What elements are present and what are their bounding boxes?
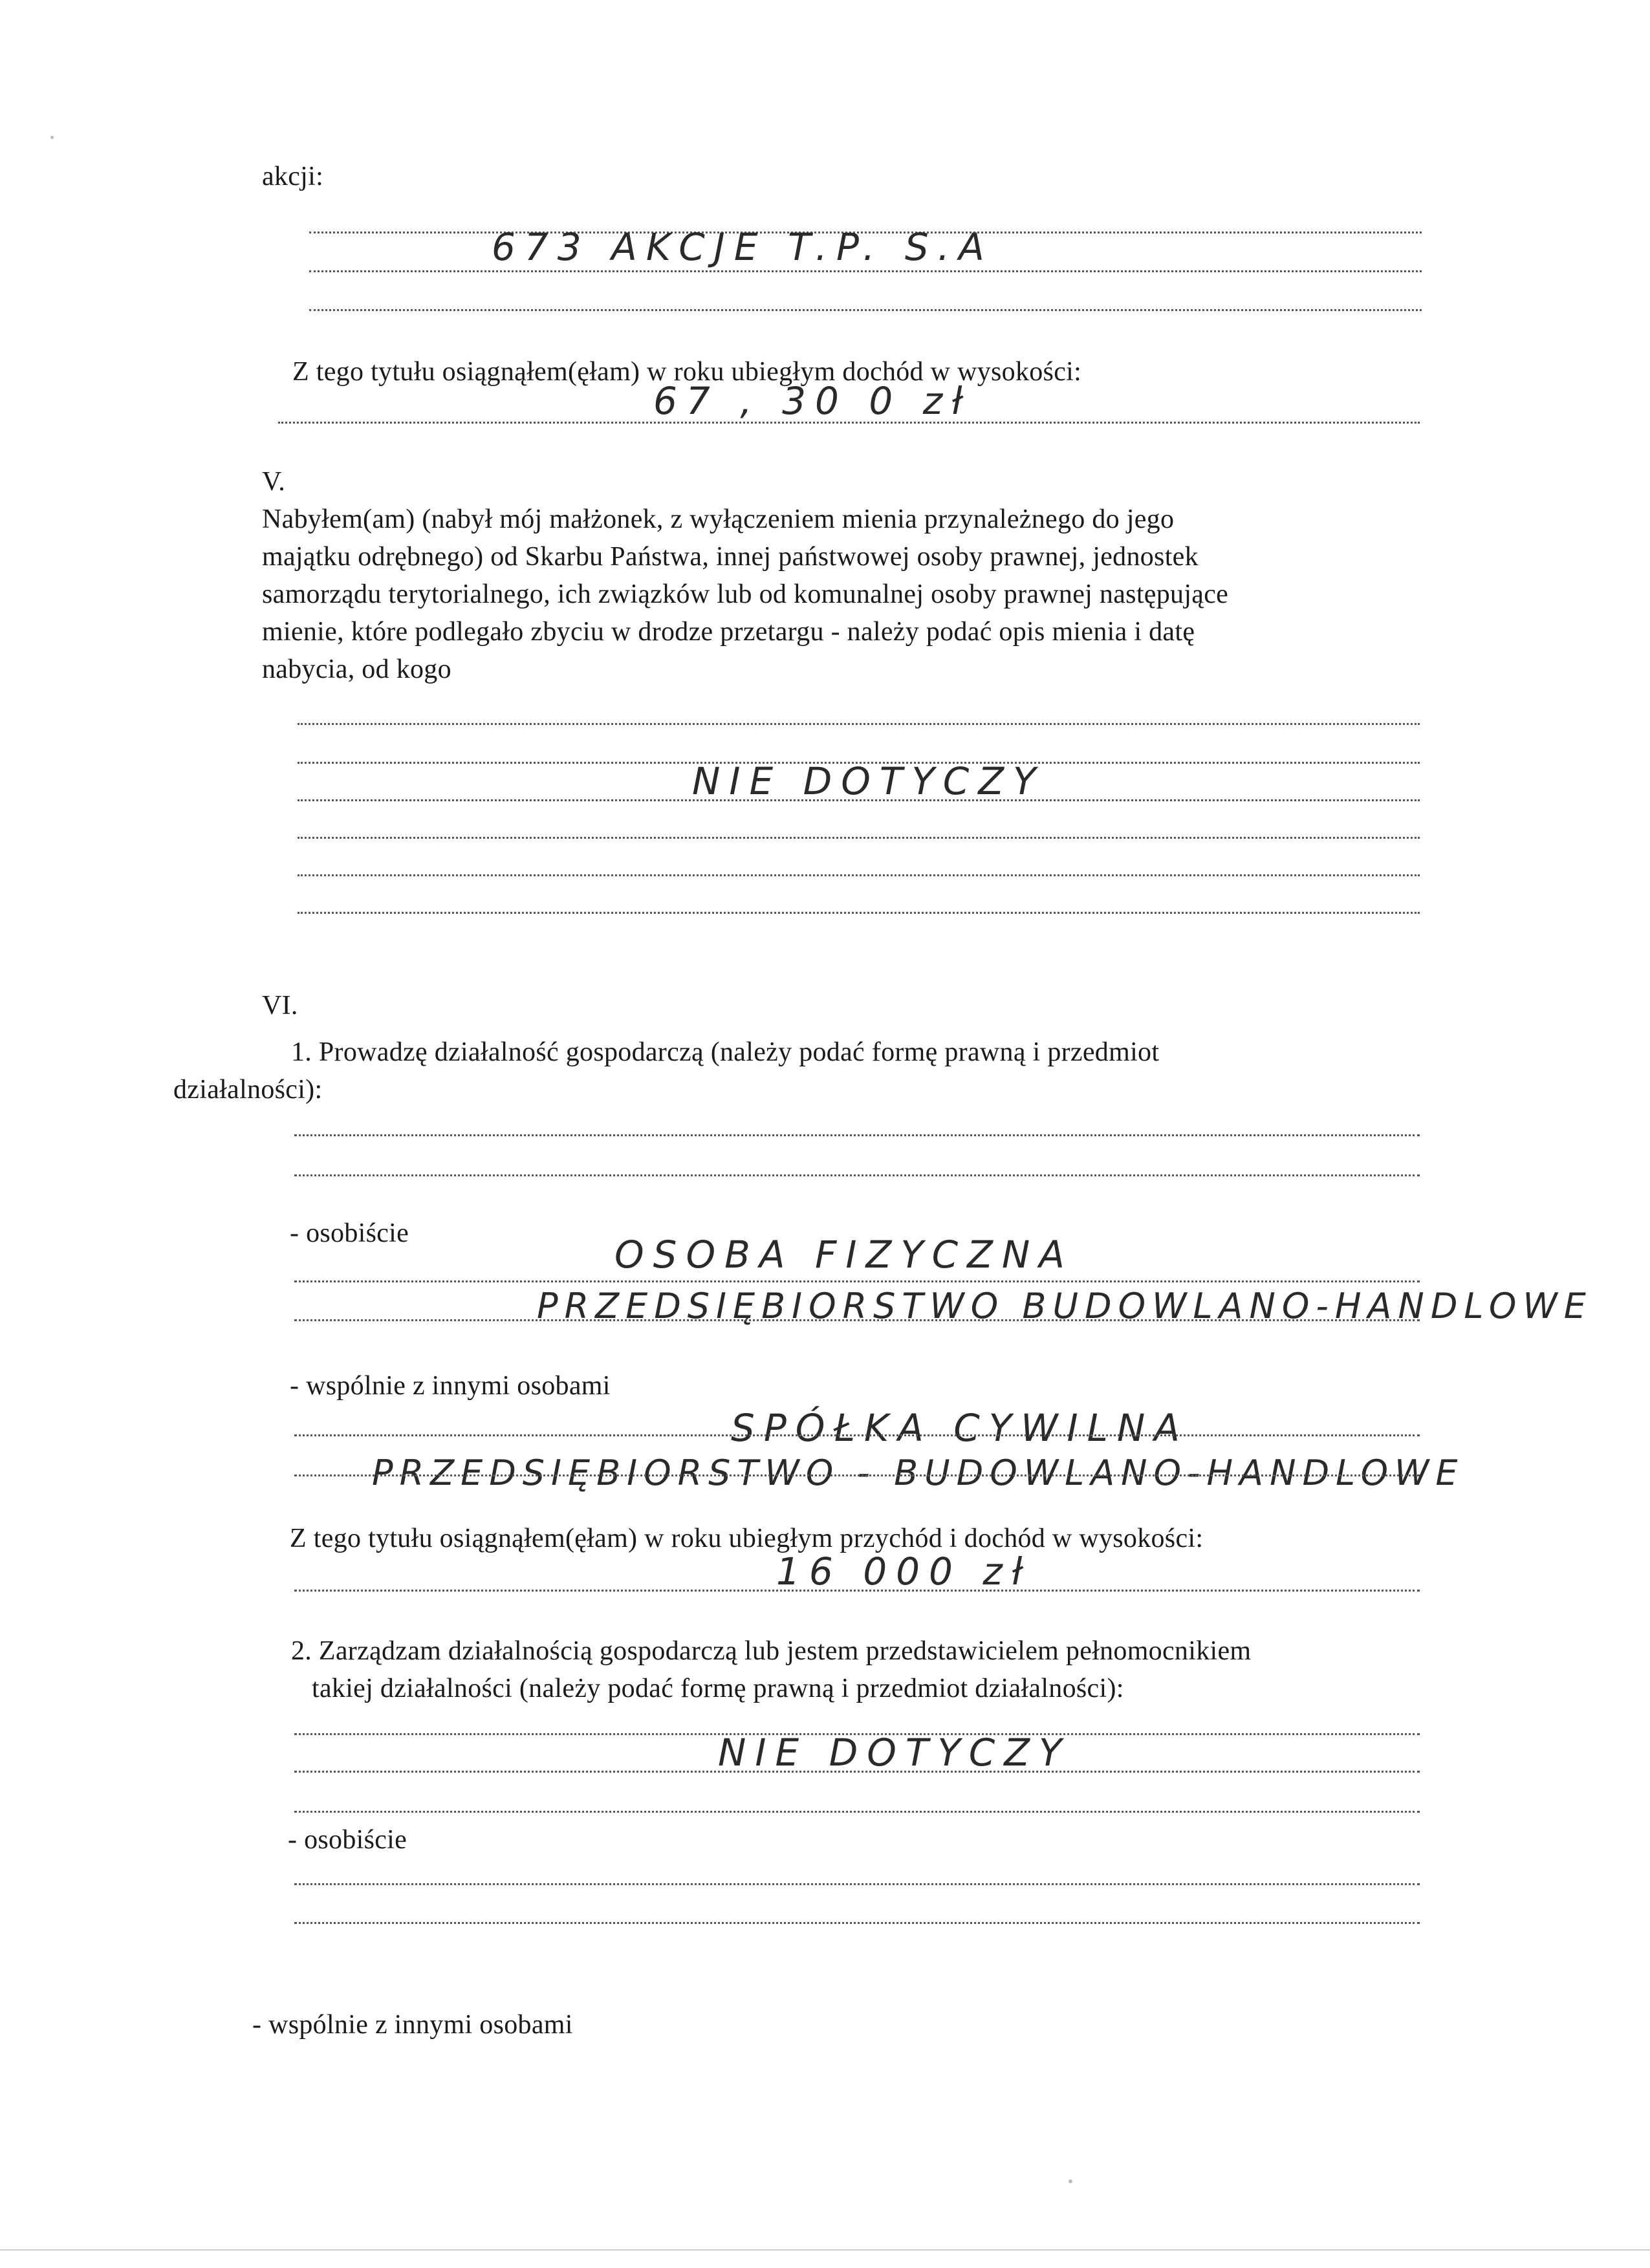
dotted-line [309, 309, 1422, 311]
handwritten-legal-form: OSOBA FIZYCZNA [614, 1233, 1074, 1277]
handwritten-income: 67 , 30 0 zł [653, 379, 972, 423]
dotted-line [294, 1590, 1420, 1592]
vi-1-text: 1. Prowadzę działalność gospodarczą (należy podać formę prawną i przedmiot [291, 1037, 1160, 1067]
section-v-text-line: samorządu terytorialnego, ich związków lub od komunalnej osoby prawnej następujące [262, 579, 1229, 609]
dotted-line [294, 1134, 1420, 1136]
dotted-line [294, 1319, 1420, 1321]
dotted-line [294, 1474, 1420, 1476]
section-v-text-line: Nabyłem(am) (nabył mój małżonek, z wyłączeniem mienia przynależnego do jego [262, 504, 1175, 534]
income-label: Z tego tytułu osiągnąłem(ęłam) w roku ubiegłym dochód w wysokości: [292, 357, 1082, 387]
dotted-line [294, 1811, 1420, 1813]
dotted-line [298, 912, 1420, 914]
dotted-line [298, 723, 1420, 725]
handwritten-business-type: PRZEDSIĘBIORSTWO BUDOWLANO-HANDLOWE [537, 1286, 1592, 1326]
handwritten-not-applicable: NIE DOTYCZY [692, 759, 1045, 803]
vi-1-text-cont: działalności): [173, 1075, 323, 1105]
osobiscie-label: - osobiście [290, 1218, 409, 1248]
handwritten-not-applicable-2: NIE DOTYCZY [718, 1731, 1071, 1775]
vi-2-text-cont: takiej działalności (należy podać formę prawną i przedmiot działalności): [312, 1674, 1124, 1703]
wspolnie-label-2: - wspólnie z innymi osobami [252, 2010, 573, 2040]
handwritten-shares: 673 AKCJE T.P. S.A [492, 225, 993, 269]
dotted-line [294, 1922, 1420, 1924]
dotted-line [294, 1174, 1420, 1176]
wspolnie-label: - wspólnie z innymi osobami [290, 1371, 611, 1401]
section-v-heading: V. [262, 467, 286, 497]
section-v-text-line: majątku odrębnego) od Skarbu Państwa, innej państwowej osoby prawnej, jednostek [262, 542, 1199, 572]
dotted-line [294, 1434, 1420, 1436]
dotted-line [298, 874, 1420, 876]
dotted-line [309, 270, 1422, 272]
dotted-line [294, 1280, 1420, 1282]
akcji-label: akcji: [262, 162, 324, 191]
vi-2-text: 2. Zarządzam działalnością gospodarczą lub jestem przedstawicielem pełnomocnikiem [291, 1636, 1252, 1666]
osobiscie-label-2: - osobiście [288, 1825, 407, 1855]
scan-speck [50, 136, 54, 139]
handwritten-revenue: 16 000 zł [776, 1550, 1032, 1593]
revenue-label: Z tego tytułu osiągnąłem(ęłam) w roku ubiegłym przychód i dochód w wysokości: [290, 1524, 1204, 1553]
dotted-line [294, 1883, 1420, 1885]
scan-speck [1069, 2179, 1072, 2183]
section-v-text-line: nabycia, od kogo [262, 654, 451, 684]
scan-edge [0, 2249, 1650, 2251]
dotted-line [298, 837, 1420, 839]
section-vi-heading: VI. [262, 991, 298, 1021]
handwritten-business-type-2: PRZEDSIĘBIORSTWO - BUDOWLANO-HANDLOWE [372, 1453, 1464, 1493]
handwritten-partnership: SPÓŁKA CYWILNA [731, 1406, 1189, 1450]
section-v-text-line: mienie, które podlegało zbyciu w drodze przetargu - należy podać opis mienia i datę [262, 617, 1195, 647]
